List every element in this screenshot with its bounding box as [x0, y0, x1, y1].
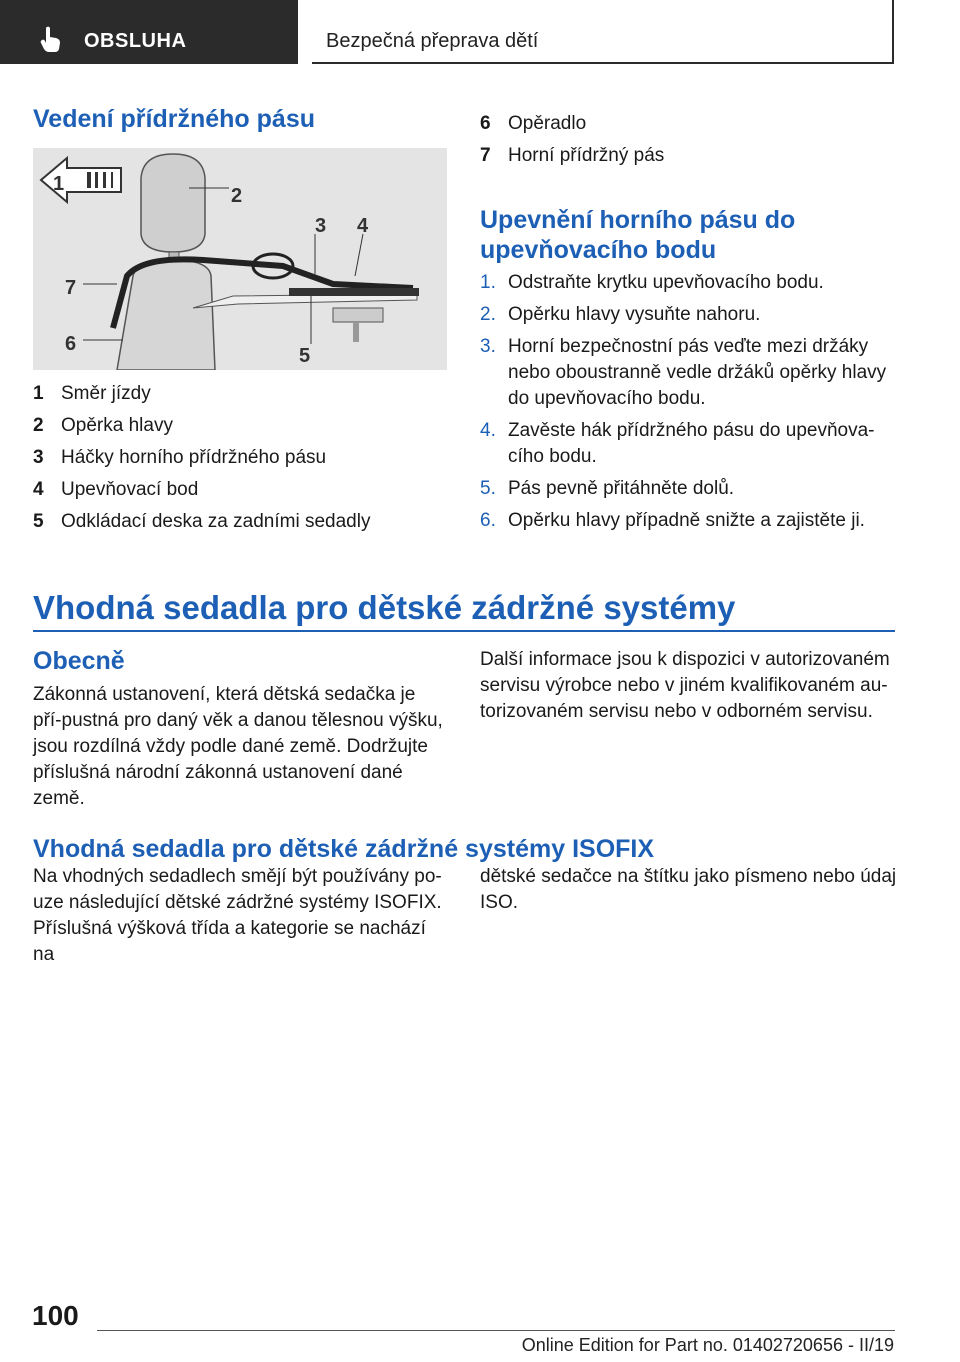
general-paragraph-left: Zákonná ustanovení, která dětská sedačka je pří-pustná pro daný věk a danou tělesnou výšku, jsou rozdílná vždy podle dané země. Dodržujte příslušná národní zákonná ustanovení dané země. [33, 684, 443, 809]
legend-number: 6 [480, 113, 491, 134]
step-item [480, 334, 900, 412]
isofix-paragraph-left: Na vhodných sedadlech smějí být používány po-uze následující dětské zádržné systémy ISOFIX. Příslušná výšková třída a kategorie se nachází na [33, 866, 442, 965]
attach-belt-steps [480, 270, 900, 540]
legend-item [33, 474, 453, 506]
isofix-paragraph-right: dětské sedačce na štítku jako písmeno nebo údaj ISO. [480, 866, 897, 913]
legend-number: 2 [33, 415, 44, 436]
step-text: Horní bezpečnostní pás veďte mezi držáky nebo oboustranně vedle držáků opěrky hlavy do upevňovacího bodu. [508, 336, 887, 409]
page-number: 100 [32, 1300, 79, 1331]
legend-text: Horní přídržný pás [508, 145, 665, 166]
legend-number: 3 [33, 447, 44, 468]
belt-routing-title: Vedení přídržného pásu [33, 105, 315, 133]
section-label: OBSLUHA [84, 30, 187, 52]
legend-number: 1 [33, 383, 44, 404]
step-item [480, 418, 900, 470]
legend-item [480, 140, 900, 172]
step-number: 4. [480, 420, 496, 441]
figure-label-7: 7 [65, 277, 77, 299]
general-title: Obecně [33, 647, 125, 675]
section-tab [0, 0, 298, 64]
step-number: 2. [480, 304, 496, 325]
legend-text: Směr jízdy [61, 383, 151, 404]
hand-pointer-icon [40, 26, 62, 52]
general-paragraph-right: Další informace jsou k dispozici v autorizovaném servisu výrobce nebo v jiném kvalifikovaném au-torizovaném servisu nebo v odborném servisu. [480, 649, 890, 722]
step-text: Opěrku hlavy vysuňte nahoru. [508, 304, 761, 325]
legend-number: 4 [33, 479, 44, 500]
legend-item [33, 506, 453, 538]
legend-text: Upevňovací bod [61, 479, 199, 500]
figure-label-6: 6 [65, 333, 77, 355]
step-number: 6. [480, 510, 496, 531]
isofix-title: Vhodná sedadla pro dětské zádržné systémy ISOFIX [33, 835, 655, 863]
step-text: Zavěste hák přídržného pásu do upevňova-cího bodu. [508, 420, 875, 467]
legend-item [33, 410, 453, 442]
figure-label-3: 3 [315, 215, 327, 237]
footer-divider [97, 1330, 895, 1331]
figure-label-5: 5 [299, 345, 311, 367]
legend-item [480, 108, 900, 140]
chapter-title: Bezpečná přeprava dětí [326, 30, 539, 52]
step-item [480, 270, 900, 296]
legend-item [33, 442, 453, 474]
child-seats-section-title: Vhodná sedadla pro dětské zádržné systémy [33, 589, 736, 626]
attach-belt-title-line2: upevňovacího bodu [480, 236, 717, 264]
section-divider [33, 630, 895, 632]
figure-label-1: 1 [53, 173, 65, 195]
edition-note: Online Edition for Part no. 01402720656 - II/19 [521, 1335, 894, 1355]
chapter-header [312, 0, 894, 64]
attach-belt-title-line1: Upevnění horního pásu do [480, 206, 796, 234]
step-number: 3. [480, 336, 496, 357]
legend-text: Opěrka hlavy [61, 415, 173, 436]
belt-routing-figure [33, 148, 447, 370]
legend-text: Odkládací deska za zadními sedadly [61, 511, 371, 532]
step-item [480, 508, 900, 534]
step-text: Pás pevně přitáhněte dolů. [508, 478, 735, 499]
legend-number: 5 [33, 511, 44, 532]
step-number: 1. [480, 272, 496, 293]
legend-item [33, 378, 453, 410]
step-number: 5. [480, 478, 496, 499]
figure-label-2: 2 [231, 185, 243, 207]
figure-label-4: 4 [357, 215, 369, 237]
figure-legend-right [480, 108, 900, 172]
step-item [480, 476, 900, 502]
figure-legend-left [33, 378, 453, 538]
legend-text: Háčky horního přídržného pásu [61, 447, 327, 468]
legend-number: 7 [480, 145, 491, 166]
step-item [480, 302, 900, 328]
seat-belt-illustration [33, 148, 447, 370]
legend-text: Opěradlo [508, 113, 587, 134]
step-text: Opěrku hlavy případně snižte a zajistěte ji. [508, 510, 865, 531]
step-text: Odstraňte krytku upevňovacího bodu. [508, 272, 824, 293]
